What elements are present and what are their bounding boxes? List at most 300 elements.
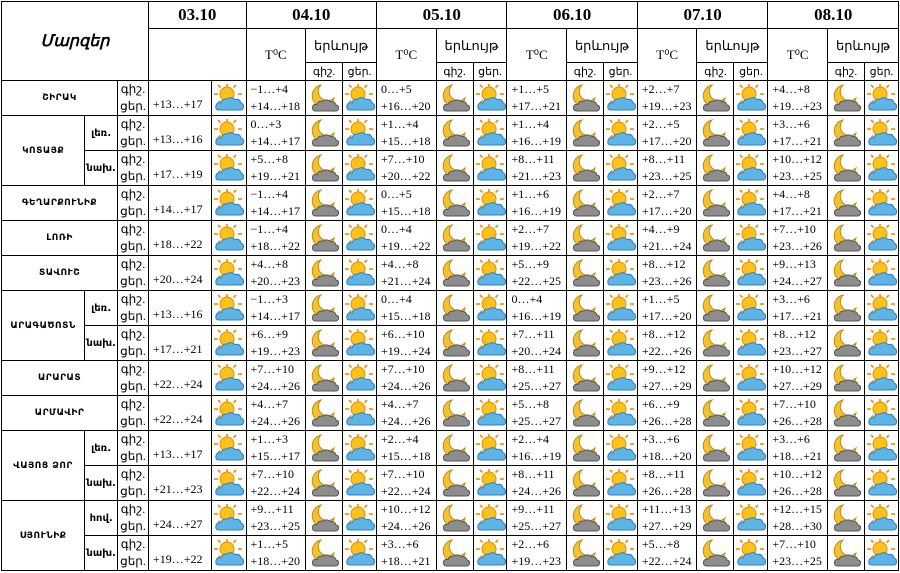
- sun-cloud-icon: [475, 118, 507, 148]
- day-temp: +22…+26: [641, 344, 692, 358]
- night-temp: +1…+4: [380, 117, 419, 131]
- table-row: [2, 116, 899, 151]
- day-temp: +18…+21: [380, 554, 431, 568]
- day-weather-icon: [343, 501, 377, 536]
- day-temp: +24…+26: [250, 379, 301, 393]
- day-weather-icon: [473, 151, 507, 186]
- day-night-labels: [118, 326, 149, 361]
- night-weather-icon: [567, 81, 604, 116]
- day-temp: +23…+25: [250, 519, 301, 533]
- sun-cloud-icon: [213, 363, 245, 393]
- moon-cloud-icon: [439, 223, 471, 253]
- night-temp: 0…+3: [250, 117, 282, 131]
- day-weather-icon: [473, 186, 507, 221]
- day-temp: +19…+23: [250, 344, 301, 358]
- day-label: ցեր.: [120, 274, 146, 288]
- sun-cloud-icon: [605, 328, 637, 358]
- night-weather-icon: [697, 81, 734, 116]
- day-temp: +19…+22: [380, 239, 431, 253]
- temp-range: [637, 501, 697, 536]
- sun-cloud-icon: [213, 503, 245, 533]
- temp-range: +22…+24: [148, 361, 211, 396]
- sun-cloud-icon: [344, 538, 376, 568]
- night-weather-icon: [827, 151, 864, 186]
- moon-cloud-icon: [308, 433, 340, 463]
- moon-cloud-icon: [439, 503, 471, 533]
- day-night-labels: [118, 536, 149, 571]
- night-temp: +10…+12: [772, 152, 822, 166]
- sun-cloud-icon: [475, 468, 507, 498]
- night-temp: +4…+7: [380, 397, 419, 411]
- temp-range: [637, 291, 697, 326]
- temp-range: [376, 186, 436, 221]
- day-label: ցեր.: [120, 484, 146, 498]
- temp-range: [376, 326, 436, 361]
- moon-cloud-icon: [439, 118, 471, 148]
- temp-range: +21…+23: [148, 466, 211, 501]
- sun-cloud-icon: [866, 363, 898, 393]
- temp-range: +18…+22: [148, 221, 211, 256]
- sun-cloud-icon: [475, 293, 507, 323]
- sun-cloud-icon: [475, 153, 507, 183]
- night-temp: +1…+6: [511, 187, 549, 201]
- day-weather-icon: [604, 536, 638, 571]
- table-row: [2, 536, 899, 571]
- moon-cloud-icon: [308, 258, 340, 288]
- moon-cloud-icon: [699, 328, 731, 358]
- night-temp: +4…+7: [250, 397, 289, 411]
- moon-cloud-icon: [569, 398, 601, 428]
- sun-cloud-icon: [866, 153, 898, 183]
- sun-cloud-icon: [605, 83, 637, 113]
- day-weather-icon: [734, 221, 768, 256]
- sun-cloud-icon: [605, 293, 637, 323]
- moon-cloud-icon: [439, 83, 471, 113]
- day-header: ցեր.: [473, 63, 507, 81]
- precip-header: երևույթ: [567, 29, 638, 63]
- night-weather-icon: [827, 466, 864, 501]
- day-weather-icon: [604, 256, 638, 291]
- sun-cloud-icon: [213, 188, 245, 218]
- sun-cloud-icon: [866, 223, 898, 253]
- region-name: ԿՈՏԱՅՔ: [2, 116, 85, 186]
- sun-cloud-icon: [866, 293, 898, 323]
- table-row: [2, 151, 899, 186]
- table-row: [2, 186, 899, 221]
- day-weather-icon: [604, 501, 638, 536]
- day-temp: +19…+24: [380, 344, 431, 358]
- night-weather-icon: [697, 116, 734, 151]
- sun-cloud-icon: [605, 188, 637, 218]
- region-name: ՎԱՅՈՑ ՁՈՐ: [2, 431, 85, 501]
- temp-range: [637, 396, 697, 431]
- moon-cloud-icon: [308, 188, 340, 218]
- night-label: գիշ.: [120, 537, 146, 551]
- precip-header: երևույթ: [306, 29, 377, 63]
- day-temp: +15…+18: [380, 134, 431, 148]
- day-weather-icon: [734, 81, 768, 116]
- night-temp: +7…+10: [380, 362, 425, 376]
- moon-cloud-icon: [569, 468, 601, 498]
- day-night-labels: [118, 221, 149, 256]
- moon-cloud-icon: [569, 293, 601, 323]
- day-night-labels: [118, 81, 149, 116]
- sun-cloud-icon: [866, 258, 898, 288]
- night-weather-icon: [436, 186, 473, 221]
- temp-range: [637, 431, 697, 466]
- day-label: ցեր.: [120, 99, 146, 113]
- temp-header: T⁰C: [246, 29, 306, 81]
- temp-range: [376, 431, 436, 466]
- day-weather-icon: [473, 291, 507, 326]
- temp-range: [507, 186, 567, 221]
- night-weather-icon: [827, 361, 864, 396]
- moon-cloud-icon: [308, 118, 340, 148]
- weather-icon: [211, 291, 246, 326]
- moon-cloud-icon: [830, 468, 862, 498]
- sun-cloud-icon: [866, 433, 898, 463]
- night-header: գիշ.: [567, 63, 604, 81]
- night-weather-icon: [827, 81, 864, 116]
- night-temp: +10…+12: [380, 502, 431, 516]
- temp-range: [246, 431, 306, 466]
- temp-range: [507, 361, 567, 396]
- sun-cloud-icon: [213, 258, 245, 288]
- night-weather-icon: [567, 501, 604, 536]
- sun-cloud-icon: [475, 538, 507, 568]
- temp-range: [507, 81, 567, 116]
- temp-range: [768, 186, 828, 221]
- day-header: ցեր.: [864, 63, 898, 81]
- night-weather-icon: [306, 116, 343, 151]
- day-weather-icon: [604, 326, 638, 361]
- sun-cloud-icon: [735, 538, 767, 568]
- temp-range: [768, 326, 828, 361]
- day-temp: +22…+24: [380, 484, 431, 498]
- day-temp: +18…+22: [250, 239, 301, 253]
- day-temp: +23…+25: [772, 169, 822, 183]
- day-temp: +17…+20: [641, 134, 692, 148]
- moon-cloud-icon: [439, 363, 471, 393]
- day-weather-icon: [473, 536, 507, 571]
- day-temp: +17…+21: [772, 309, 822, 323]
- sun-cloud-icon: [475, 188, 507, 218]
- temp-range: [768, 151, 828, 186]
- night-weather-icon: [567, 291, 604, 326]
- moon-cloud-icon: [308, 223, 340, 253]
- moon-cloud-icon: [569, 363, 601, 393]
- temp-range: [246, 396, 306, 431]
- day-temp: +22…+25: [511, 274, 561, 288]
- day-weather-icon: [473, 501, 507, 536]
- night-weather-icon: [306, 536, 343, 571]
- region-name: ՇԻՐԱԿ: [2, 81, 118, 116]
- night-temp: +7…+11: [511, 327, 555, 341]
- night-temp: +11…+13: [641, 502, 691, 516]
- night-temp: +5…+8: [511, 397, 549, 411]
- date-header: 08.10: [768, 2, 899, 29]
- day-temp: +15…+18: [380, 449, 431, 463]
- day-weather-icon: [604, 291, 638, 326]
- temp-range: [768, 116, 828, 151]
- temp-range: [507, 326, 567, 361]
- night-temp: +6…+9: [641, 397, 680, 411]
- night-temp: +4…+8: [380, 257, 419, 271]
- day-weather-icon: [343, 536, 377, 571]
- day-weather-icon: [734, 186, 768, 221]
- night-weather-icon: [697, 501, 734, 536]
- moon-cloud-icon: [569, 83, 601, 113]
- night-weather-icon: [827, 431, 864, 466]
- day-temp: +20…+24: [511, 344, 561, 358]
- sun-cloud-icon: [213, 83, 245, 113]
- sun-cloud-icon: [605, 223, 637, 253]
- night-temp: +8…+12: [772, 327, 816, 341]
- temp-header: T⁰C: [507, 29, 567, 81]
- day-temp: +23…+26: [641, 274, 692, 288]
- moon-cloud-icon: [439, 328, 471, 358]
- day-temp: +15…+18: [380, 309, 431, 323]
- weather-icon: [211, 361, 246, 396]
- temp-range: [637, 221, 697, 256]
- night-temp: +9…+11: [511, 502, 555, 516]
- night-temp: +2…+5: [641, 117, 680, 131]
- sun-cloud-icon: [735, 258, 767, 288]
- day-weather-icon: [473, 221, 507, 256]
- night-temp: +3…+6: [641, 432, 680, 446]
- night-temp: +2…+6: [511, 537, 549, 551]
- day-temp: +22…+24: [250, 484, 301, 498]
- temp-range: [768, 81, 828, 116]
- day-weather-icon: [734, 501, 768, 536]
- night-temp: +7…+10: [772, 537, 816, 551]
- day-temp: +24…+27: [772, 274, 822, 288]
- day-night-labels: [118, 116, 149, 151]
- day-header: ցեր.: [604, 63, 638, 81]
- temp-range: +13…+17: [148, 81, 211, 116]
- moon-cloud-icon: [830, 503, 862, 533]
- moon-cloud-icon: [308, 293, 340, 323]
- table-row: [2, 396, 899, 431]
- day-weather-icon: [604, 221, 638, 256]
- night-weather-icon: [306, 361, 343, 396]
- sun-cloud-icon: [344, 468, 376, 498]
- subregion-name: նախ.: [85, 466, 118, 501]
- date-header: 05.10: [376, 2, 506, 29]
- sun-cloud-icon: [475, 503, 507, 533]
- temp-range: [768, 221, 828, 256]
- day-weather-icon: [473, 256, 507, 291]
- night-header: գիշ.: [697, 63, 734, 81]
- weather-icon: [211, 536, 246, 571]
- temp-range: +22…+24: [148, 396, 211, 431]
- sun-cloud-icon: [735, 468, 767, 498]
- day-weather-icon: [343, 291, 377, 326]
- sun-cloud-icon: [344, 258, 376, 288]
- sun-cloud-icon: [866, 503, 898, 533]
- temp-range: [507, 151, 567, 186]
- day-weather-icon: [864, 221, 898, 256]
- day-temp: +14…+17: [250, 134, 301, 148]
- sun-cloud-icon: [344, 223, 376, 253]
- day-weather-icon: [734, 466, 768, 501]
- weather-icon: [211, 186, 246, 221]
- night-temp: +4…+8: [250, 257, 289, 271]
- sun-cloud-icon: [605, 433, 637, 463]
- subregion-name: հով.: [85, 501, 118, 536]
- night-weather-icon: [436, 466, 473, 501]
- night-temp: +8…+12: [641, 327, 686, 341]
- day-label: ցեր.: [120, 519, 146, 533]
- day-weather-icon: [734, 396, 768, 431]
- night-weather-icon: [697, 536, 734, 571]
- night-weather-icon: [436, 431, 473, 466]
- region-name: ՏԱՎՈՒՇ: [2, 256, 118, 291]
- moon-cloud-icon: [569, 503, 601, 533]
- temp-range: [637, 116, 697, 151]
- night-weather-icon: [697, 151, 734, 186]
- night-temp: −1…+4: [250, 82, 289, 96]
- temp-range: [246, 291, 306, 326]
- temp-range: +14…+17: [148, 186, 211, 221]
- temp-range: [507, 536, 567, 571]
- temp-range: [507, 501, 567, 536]
- moon-cloud-icon: [308, 538, 340, 568]
- day-weather-icon: [343, 326, 377, 361]
- day-night-labels: [118, 256, 149, 291]
- night-weather-icon: [567, 361, 604, 396]
- day-weather-icon: [864, 256, 898, 291]
- night-temp: +3…+6: [772, 292, 810, 306]
- moon-cloud-icon: [699, 83, 731, 113]
- day-label: ցեր.: [120, 239, 146, 253]
- moon-cloud-icon: [308, 503, 340, 533]
- night-weather-icon: [827, 501, 864, 536]
- sun-cloud-icon: [866, 538, 898, 568]
- temp-range: [376, 116, 436, 151]
- moon-cloud-icon: [830, 258, 862, 288]
- moon-cloud-icon: [699, 188, 731, 218]
- weather-icon: [211, 116, 246, 151]
- temp-range: [246, 116, 306, 151]
- sun-cloud-icon: [213, 118, 245, 148]
- day-weather-icon: [604, 361, 638, 396]
- moon-cloud-icon: [569, 258, 601, 288]
- temp-range: [768, 501, 828, 536]
- day-temp: +17…+21: [511, 99, 561, 113]
- sun-cloud-icon: [735, 363, 767, 393]
- night-temp: +1…+5: [641, 292, 680, 306]
- night-label: գիշ.: [120, 397, 146, 411]
- night-temp: 0…+5: [380, 187, 412, 201]
- day-temp: +18…+20: [641, 449, 692, 463]
- day-weather-icon: [604, 466, 638, 501]
- night-weather-icon: [567, 466, 604, 501]
- day-temp: +19…+21: [250, 169, 301, 183]
- day-weather-icon: [734, 431, 768, 466]
- sun-cloud-icon: [735, 398, 767, 428]
- day-label: ցեր.: [120, 309, 146, 323]
- day-header: ցեր.: [343, 63, 377, 81]
- day-weather-icon: [343, 431, 377, 466]
- table-row: [2, 361, 899, 396]
- night-label: գիշ.: [120, 292, 146, 306]
- day-weather-icon: [864, 466, 898, 501]
- day-temp: +14…+17: [250, 309, 301, 323]
- night-temp: +8…+11: [511, 467, 555, 481]
- temp-range: [507, 466, 567, 501]
- weather-icon: [211, 466, 246, 501]
- table-row: [2, 466, 899, 501]
- night-temp: +1…+4: [511, 117, 549, 131]
- sun-cloud-icon: [735, 503, 767, 533]
- temp-range: [768, 431, 828, 466]
- moon-cloud-icon: [439, 188, 471, 218]
- day-temp: +26…+28: [641, 414, 692, 428]
- moon-cloud-icon: [569, 118, 601, 148]
- night-temp: +5…+8: [250, 152, 289, 166]
- temp-range: [507, 396, 567, 431]
- night-temp: −1…+4: [250, 222, 289, 236]
- sun-cloud-icon: [475, 83, 507, 113]
- region-name: ԱՐՄԱՎԻՐ: [2, 396, 118, 431]
- temp-range: [768, 361, 828, 396]
- night-temp: +12…+15: [772, 502, 822, 516]
- moon-cloud-icon: [569, 223, 601, 253]
- day-night-labels: [118, 501, 149, 536]
- sun-cloud-icon: [866, 83, 898, 113]
- moon-cloud-icon: [699, 118, 731, 148]
- night-label: գիշ.: [120, 327, 146, 341]
- moon-cloud-icon: [308, 398, 340, 428]
- day-weather-icon: [604, 396, 638, 431]
- moon-cloud-icon: [439, 433, 471, 463]
- moon-cloud-icon: [699, 293, 731, 323]
- night-weather-icon: [827, 221, 864, 256]
- sun-cloud-icon: [735, 83, 767, 113]
- weather-icon: [211, 326, 246, 361]
- day-weather-icon: [604, 81, 638, 116]
- night-weather-icon: [567, 396, 604, 431]
- sun-cloud-icon: [605, 503, 637, 533]
- day-temp: +27…+29: [772, 379, 822, 393]
- temp-range: [768, 396, 828, 431]
- moon-cloud-icon: [439, 398, 471, 428]
- moon-cloud-icon: [830, 188, 862, 218]
- temp-range: [246, 501, 306, 536]
- night-weather-icon: [567, 326, 604, 361]
- day-night-labels: [118, 396, 149, 431]
- subregion-name: նախ.: [85, 326, 118, 361]
- day-weather-icon: [343, 396, 377, 431]
- night-temp: +1…+5: [511, 82, 549, 96]
- date-header: 04.10: [246, 2, 376, 29]
- night-weather-icon: [306, 431, 343, 466]
- sun-cloud-icon: [475, 223, 507, 253]
- moon-cloud-icon: [830, 433, 862, 463]
- moon-cloud-icon: [439, 153, 471, 183]
- day-temp: +22…+24: [641, 554, 692, 568]
- temp-range: [637, 326, 697, 361]
- temp-range: [507, 291, 567, 326]
- night-header: գիշ.: [436, 63, 473, 81]
- night-weather-icon: [827, 396, 864, 431]
- day-header: ցեր.: [734, 63, 768, 81]
- night-temp: 0…+4: [380, 222, 412, 236]
- sun-cloud-icon: [605, 118, 637, 148]
- moon-cloud-icon: [308, 468, 340, 498]
- night-weather-icon: [567, 536, 604, 571]
